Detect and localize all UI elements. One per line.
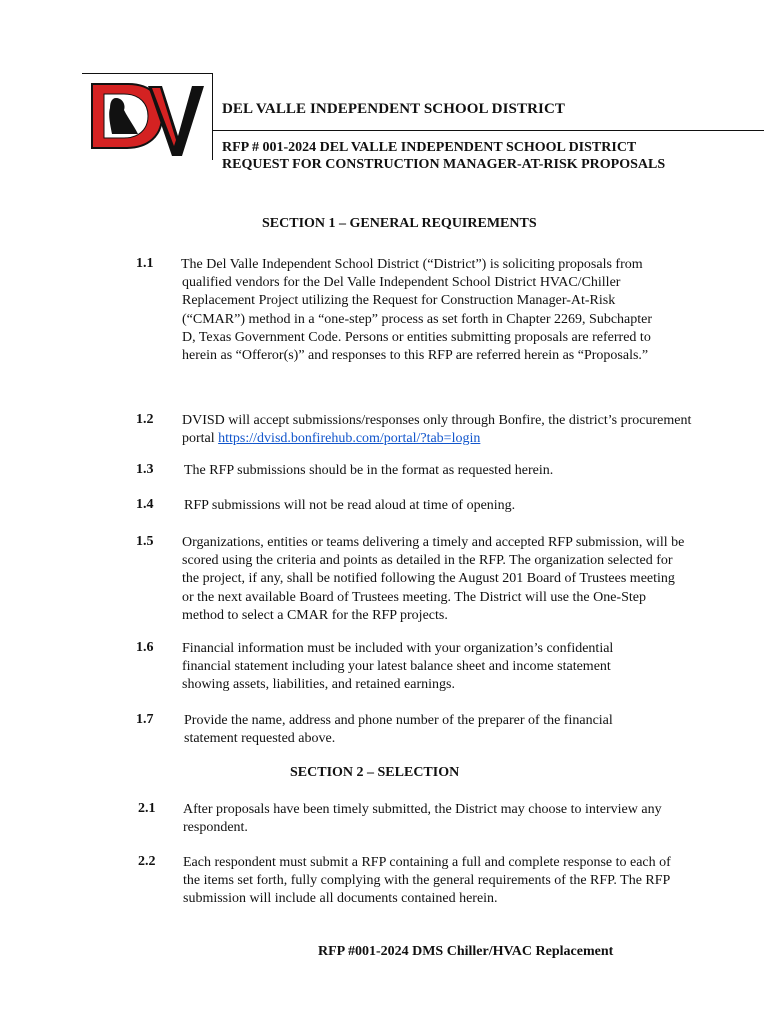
item-text: The Del Valle Independent School District (“District”) is soliciting proposals from qualified vendors for the Del Valle Independent School District HVAC/Chiller Replacement Project utilizing the Request for Construction Manager-At-Risk (“CMAR”) method in a “one-step” process as set forth in Chapter 2269, Subchapter D, Texas Government Code. Persons or entities submitting proposals are referred to herein as “Offeror(s)” and responses to this RFP are referred herein as “Proposals.” bbox=[181, 257, 653, 364]
item-number: 1.1 bbox=[136, 256, 154, 271]
district-name: DEL VALLE INDEPENDENT SCHOOL DISTRICT bbox=[222, 101, 565, 117]
page-footer: RFP #001-2024 DMS Chiller/HVAC Replacement bbox=[318, 944, 614, 959]
item-number: 2.2 bbox=[138, 854, 156, 869]
item-number: 2.1 bbox=[138, 801, 156, 816]
item-text: Financial information must be included with your organization’s confidential financial statement including your latest balance sheet and income statement showing assets, liabilities, and retained earnings. bbox=[182, 641, 614, 693]
rfp-title bbox=[222, 139, 665, 173]
item-text: Provide the name, address and phone number of the preparer of the financial statement requested above. bbox=[184, 713, 613, 747]
logo-frame bbox=[82, 73, 213, 160]
header-rule bbox=[212, 130, 764, 131]
item-text: Each respondent must submit a RFP containing a full and complete response to each of the items set forth, fully complying with the general requirements of the RFP. The RFP submission will include all documents contained herein. bbox=[183, 855, 671, 907]
item-text: The RFP submissions should be in the format as requested herein. bbox=[184, 463, 554, 478]
rfp-title-line2: REQUEST FOR CONSTRUCTION MANAGER-AT-RISK PROPOSALS bbox=[222, 157, 666, 172]
item-text: RFP submissions will not be read aloud at time of opening. bbox=[184, 498, 516, 513]
rfp-title-line1: RFP # 001-2024 DEL VALLE INDEPENDENT SCHOOL DISTRICT bbox=[222, 140, 637, 155]
section-2-title: SECTION 2 – SELECTION bbox=[290, 765, 460, 780]
item-text bbox=[182, 412, 692, 448]
item-text: Organizations, entities or teams delivering a timely and accepted RFP submission, will be scored using the criteria and points as detailed in the RFP. The organization selected for the project, if any, shall be notified following the August 201 Board of Trustees meeting or the next available Board of Trustees meeting. The District will use the One-Step method to select a CMAR for the RFP projects. bbox=[182, 535, 685, 623]
item-text: After proposals have been timely submitted, the District may choose to interview any respondent. bbox=[183, 802, 662, 836]
district-logo bbox=[88, 78, 206, 158]
item-number: 1.2 bbox=[136, 412, 154, 427]
item-number: 1.3 bbox=[136, 462, 154, 477]
item-number: 1.6 bbox=[136, 640, 154, 655]
item-number: 1.4 bbox=[136, 497, 154, 512]
section-1-title: SECTION 1 – GENERAL REQUIREMENTS bbox=[262, 216, 537, 231]
item-number: 1.5 bbox=[136, 534, 154, 549]
item-number: 1.7 bbox=[136, 712, 154, 727]
item-text-body: DVISD will accept submissions/responses only through Bonfire, the district’s procurement portal bbox=[182, 413, 692, 447]
bonfire-portal-link[interactable]: https://dvisd.bonfirehub.com/portal/?tab=login bbox=[218, 431, 481, 447]
